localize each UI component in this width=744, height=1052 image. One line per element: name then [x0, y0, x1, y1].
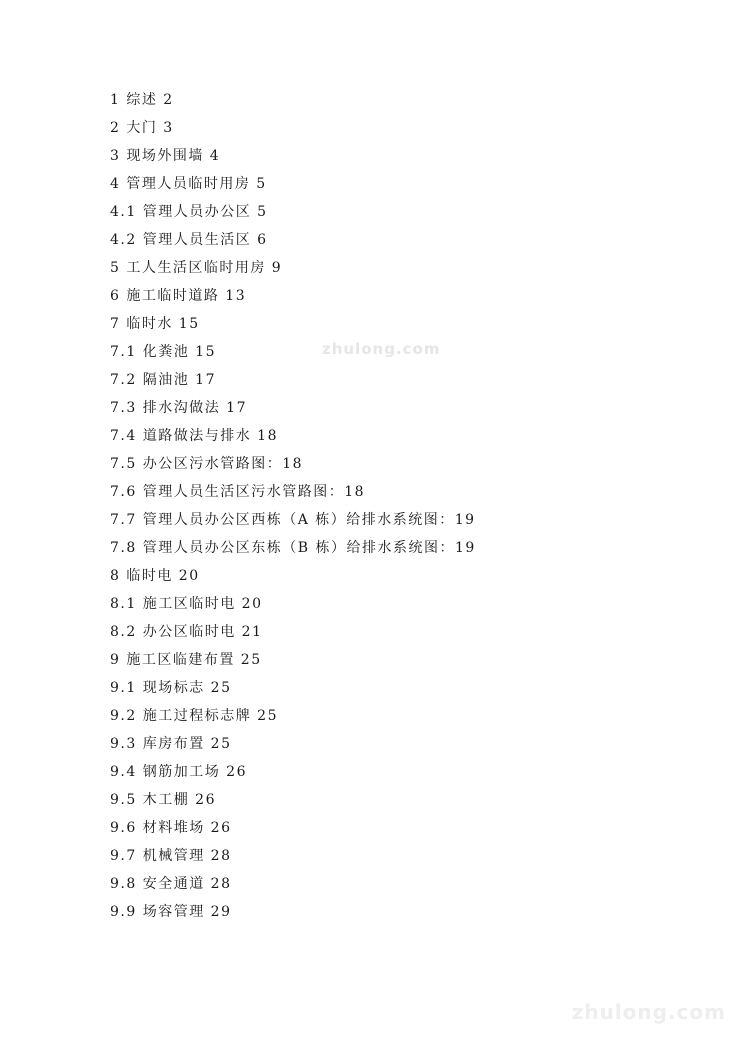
toc-entry[interactable]: 4.2 管理人员生活区 6	[110, 232, 268, 248]
toc-entry[interactable]: 9.3 库房布置 25	[110, 736, 232, 752]
toc-entry[interactable]: 9.5 木工棚 26	[110, 792, 216, 808]
watermark-footer: zhulong.com	[571, 1000, 726, 1024]
toc-entry[interactable]: 9.8 安全通道 28	[110, 876, 232, 892]
toc-entry[interactable]: 3 现场外围墙 4	[110, 148, 221, 164]
toc-entry[interactable]: 8.1 施工区临时电 20	[110, 596, 263, 612]
toc-entry[interactable]: 7.1 化粪池 15	[110, 344, 216, 360]
toc-entry[interactable]: 1 综述 2	[110, 92, 174, 108]
toc-entry[interactable]: 9.7 机械管理 28	[110, 848, 232, 864]
toc-entry[interactable]: 9.9 场容管理 29	[110, 904, 232, 920]
toc-entry[interactable]: 9.4 钢筋加工场 26	[110, 764, 247, 780]
toc-entry[interactable]: 7 临时水 15	[110, 316, 200, 332]
watermark-center: zhulong.com	[322, 340, 441, 358]
toc-entry[interactable]: 9.6 材料堆场 26	[110, 820, 232, 836]
toc-entry[interactable]: 7.3 排水沟做法 17	[110, 400, 247, 416]
toc-entry[interactable]: 7.4 道路做法与排水 18	[110, 428, 278, 444]
table-of-contents	[110, 86, 476, 926]
toc-entry[interactable]: 7.6 管理人员生活区污水管路图：18	[110, 484, 366, 500]
toc-entry[interactable]: 7.5 办公区污水管路图：18	[110, 456, 304, 472]
toc-entry[interactable]: 5 工人生活区临时用房 9	[110, 260, 283, 276]
toc-entry[interactable]: 7.2 隔油池 17	[110, 372, 216, 388]
toc-entry[interactable]: 9.1 现场标志 25	[110, 680, 232, 696]
toc-entry[interactable]: 7.8 管理人员办公区东栋（B 栋）给排水系统图：19	[110, 540, 476, 556]
toc-entry[interactable]: 9.2 施工过程标志牌 25	[110, 708, 278, 724]
toc-entry[interactable]: 7.7 管理人员办公区西栋（A 栋）给排水系统图：19	[110, 512, 476, 528]
toc-entry[interactable]: 8.2 办公区临时电 21	[110, 624, 263, 640]
toc-entry[interactable]: 8 临时电 20	[110, 568, 200, 584]
toc-entry[interactable]: 4 管理人员临时用房 5	[110, 176, 267, 192]
toc-entry[interactable]: 6 施工临时道路 13	[110, 288, 247, 304]
toc-entry[interactable]: 2 大门 3	[110, 120, 174, 136]
toc-entry[interactable]: 4.1 管理人员办公区 5	[110, 204, 268, 220]
toc-entry[interactable]: 9 施工区临建布置 25	[110, 652, 262, 668]
